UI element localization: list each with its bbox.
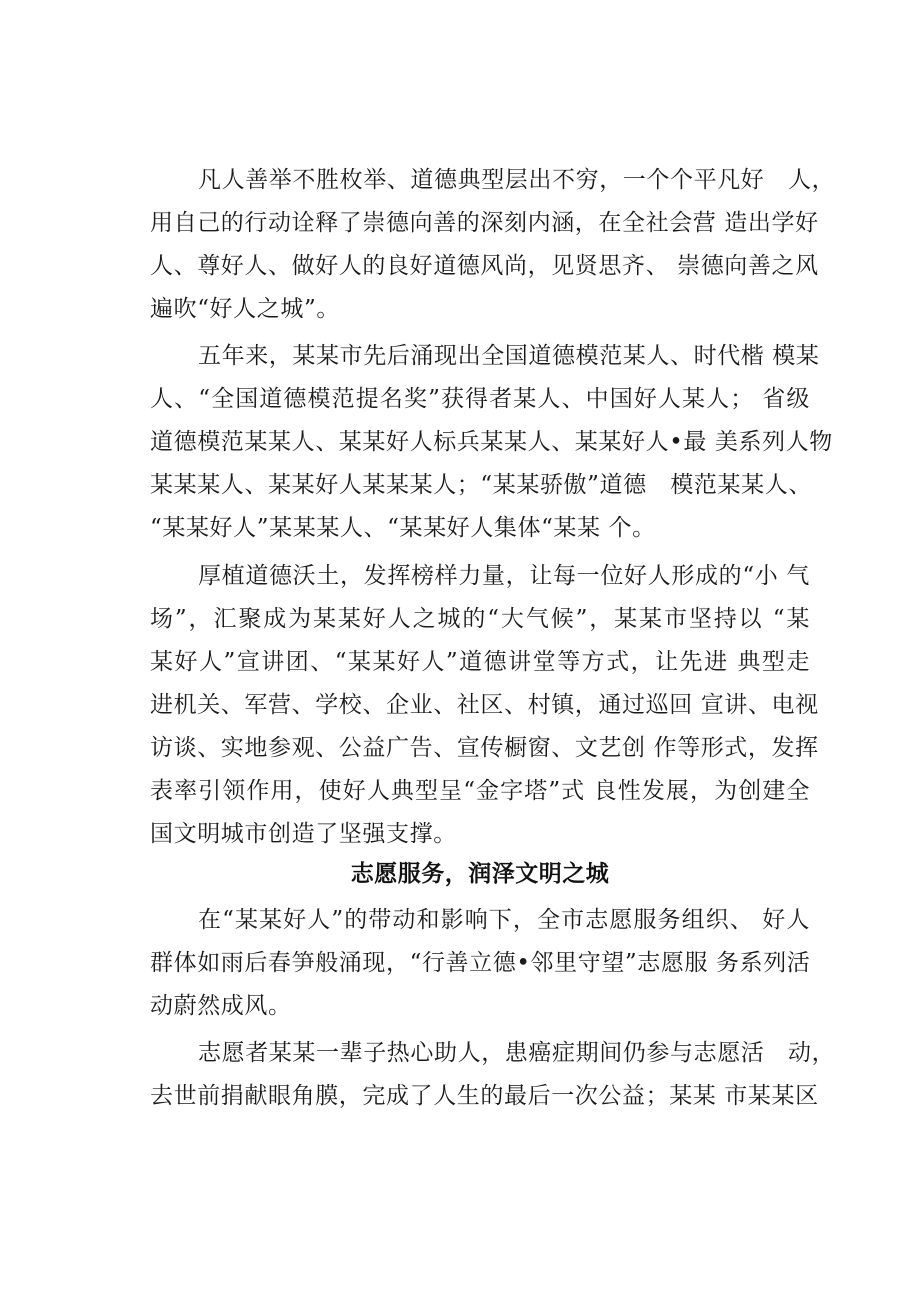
paragraph-2-line-5: “某某好人”某某某人、“某某好人集体“某某 个。 [150, 515, 656, 541]
paragraph-4-line-3: 动蔚然成风。 [150, 993, 292, 1019]
paragraph-5-line-2: 去世前捐献眼角膜，完成了人生的最后一次公益；某某 市某某区 [150, 1083, 819, 1109]
section-heading: 志愿服务，润泽文明之城 [350, 861, 610, 887]
paragraph-3-line-6: 表率引领作用，使好人典型呈“金字塔”式 良性发展，为创建全 [150, 778, 810, 804]
paragraph-4-line-1: 在“某某好人”的带动和影响下，全市志愿服务组织、 好人 [198, 907, 810, 933]
paragraph-5-line-1: 志愿者某某一辈子热心助人，患癌症期间仍参与志愿活 动， [198, 1040, 836, 1066]
paragraph-2-line-2: 人、“全国道德模范提名奖”获得者某人、中国好人某人； 省级 [150, 386, 810, 412]
paragraph-2-line-1: 五年来，某某市先后涌现出全国道德模范某人、时代楷 模某 [198, 343, 820, 369]
paragraph-3-line-7: 国文明城市创造了坚强支撑。 [150, 821, 457, 847]
paragraph-3-line-5: 访谈、实地参观、公益广告、宣传橱窗、文艺创 作等形式，发挥 [150, 735, 819, 761]
paragraph-1-line-4: 遍吹“好人之城”。 [150, 296, 340, 322]
paragraph-3-line-3: 某好人”宣讲团、“某某好人”道德讲堂等方式，让先进 典型走 [150, 649, 810, 675]
paragraph-3-line-1: 厚植道德沃土，发挥榜样力量，让每一位好人形成的“小 气 [198, 563, 810, 589]
paragraph-3-line-4: 进机关、军营、学校、企业、社区、村镇，通过巡回 宣讲、电视 [150, 692, 819, 718]
paragraph-4-line-2: 群体如雨后春笋般涌现，“行善立德•邻里守望”志愿服 务系列活 [150, 950, 811, 976]
paragraph-1-line-2: 用自己的行动诠释了崇德向善的深刻内涵，在全社会营 造出学好 [150, 210, 819, 236]
paragraph-2-line-4: 某某某人、某某好人某某某人；“某某骄傲”道德 模范某某人、 [150, 472, 812, 498]
paragraph-1-line-1: 凡人善举不胜枚举、道德典型层出不穷，一个个平凡好 人， [198, 167, 836, 193]
paragraph-3-line-2: 场”，汇聚成为某某好人之城的“大气候”，某某市坚持以 “某 [150, 606, 810, 632]
paragraph-2-line-3: 道德模范某某人、某某好人标兵某某人、某某好人•最 美系列人物 [150, 429, 833, 455]
paragraph-1-line-3: 人、尊好人、做好人的良好道德风尚，见贤思齐、 崇德向善之风 [150, 253, 819, 279]
